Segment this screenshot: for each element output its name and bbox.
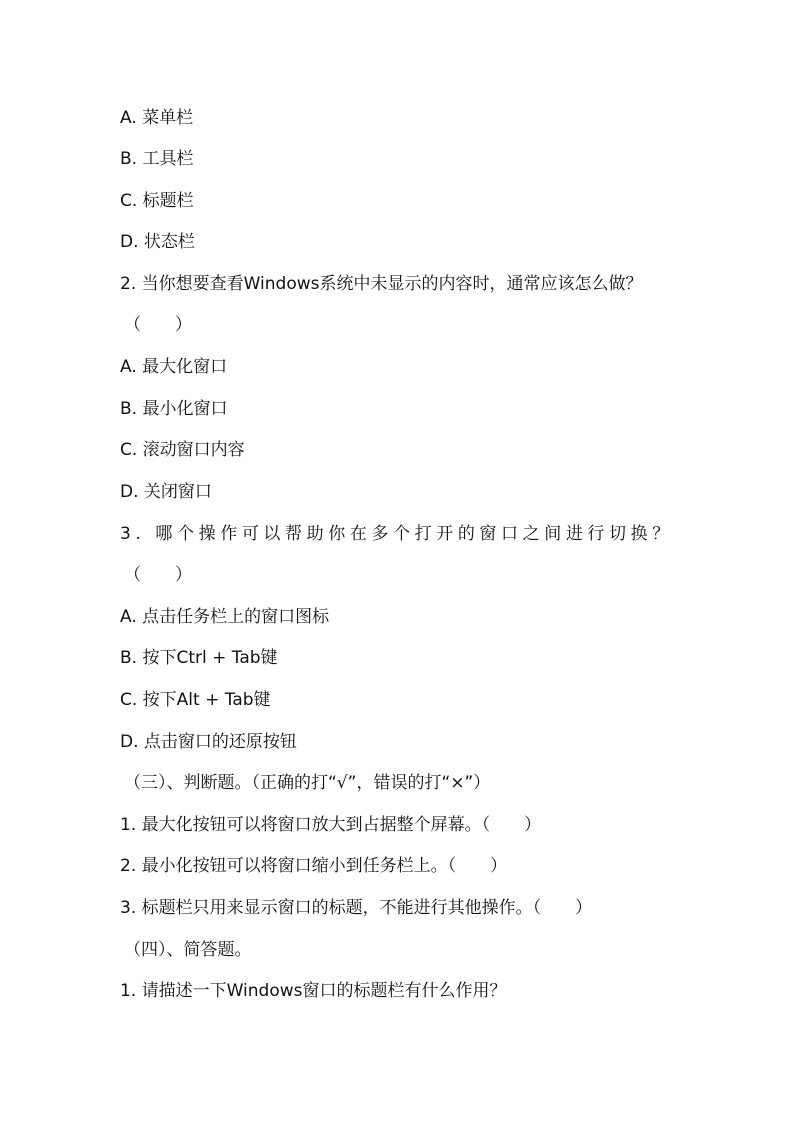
- q3-option-d: D. 点击窗口的还原按钮: [120, 732, 297, 752]
- q3-option-b: B. 按下Ctrl + Tab键: [120, 648, 278, 668]
- tf-statement-2: 2. 最小化按钮可以将窗口缩小到任务栏上。（ ）: [120, 856, 508, 876]
- q1-option-a: A. 菜单栏: [120, 108, 194, 128]
- tf-statement-1: 1. 最大化按钮可以将窗口放大到占据整个屏幕。（ ）: [120, 815, 542, 835]
- q2-option-a: A. 最大化窗口: [120, 357, 228, 377]
- q2-answer-blank: （ ）: [124, 315, 192, 335]
- q2-option-b: B. 最小化窗口: [120, 399, 228, 419]
- section-4-heading: （四）、简答题。: [124, 940, 252, 960]
- q2-question: 2. 当你想要查看Windows系统中未显示的内容时，通常应该怎么做？: [120, 274, 643, 294]
- section-3-heading: （三）、判断题。（正确的打“√”，错误的打“×”）: [124, 773, 491, 793]
- q1-option-b: B. 工具栏: [120, 149, 194, 169]
- q2-option-c: C. 滚动窗口内容: [120, 440, 245, 460]
- q1-option-d: D. 状态栏: [120, 232, 195, 252]
- q3-option-c: C. 按下Alt + Tab键: [120, 690, 271, 710]
- q3-question: 3. 哪个操作可以帮助你在多个打开的窗口之间进行切换？: [120, 524, 674, 544]
- q1-option-c: C. 标题栏: [120, 191, 194, 211]
- q3-answer-blank: （ ）: [124, 565, 192, 585]
- q3-option-a: A. 点击任务栏上的窗口图标: [120, 607, 330, 627]
- tf-statement-3: 3. 标题栏只用来显示窗口的标题，不能进行其他操作。（ ）: [120, 898, 593, 918]
- q2-option-d: D. 关闭窗口: [120, 482, 212, 502]
- short-answer-1: 1. 请描述一下Windows窗口的标题栏有什么作用？: [120, 981, 507, 1001]
